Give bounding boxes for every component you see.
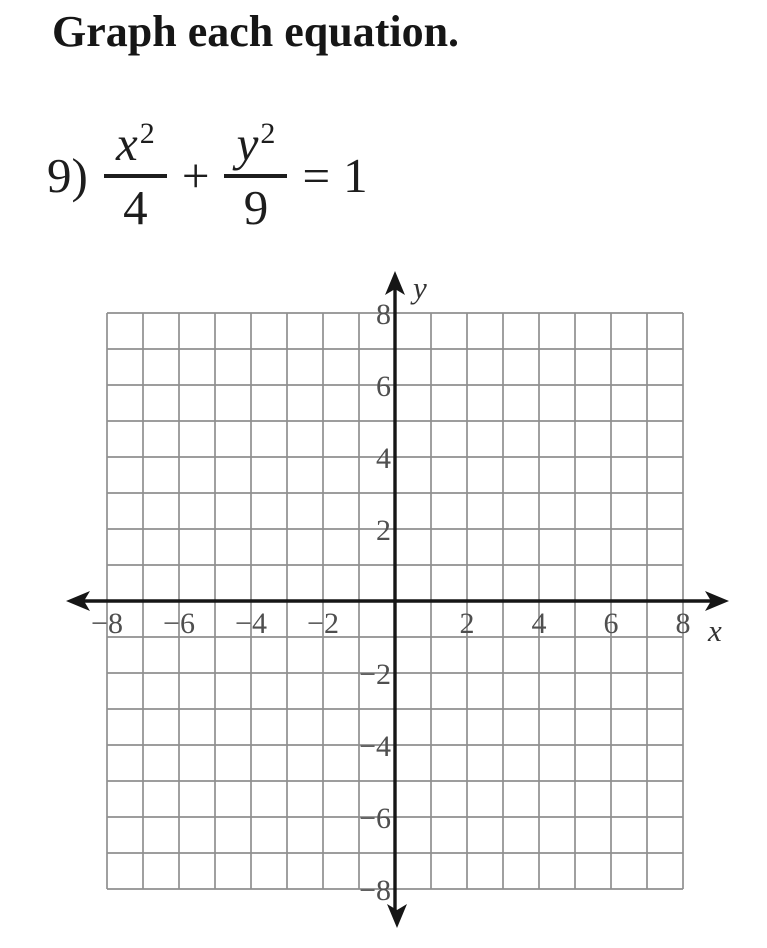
x-tick-label: 4	[531, 607, 547, 640]
x-tick-label: 8	[675, 607, 691, 640]
problem-number: 9)	[47, 148, 88, 204]
x-tick-label: 6	[603, 607, 619, 640]
y-tick-label: −8	[359, 874, 391, 907]
y-tick-label: −4	[359, 730, 391, 763]
y-tick-label: −2	[359, 658, 391, 691]
x-tick-label: −2	[307, 607, 339, 640]
x-tick-label: 2	[459, 607, 475, 640]
x-tick-label: −8	[91, 607, 123, 640]
y-axis-down-arrow-icon	[387, 904, 407, 928]
x-axis-letter-label: x	[708, 613, 722, 648]
exponent: 2	[139, 117, 155, 150]
y-axis-letter-label: y	[413, 270, 427, 305]
y-tick-label: 8	[376, 298, 391, 331]
plus-operator: +	[181, 148, 210, 204]
x-tick-label: −6	[163, 607, 195, 640]
y-tick-label: 4	[376, 442, 391, 475]
y-tick-label: −6	[359, 802, 391, 835]
fraction-denominator: 9	[243, 180, 269, 236]
fraction-denominator: 4	[123, 180, 148, 236]
x-tick-label: −4	[235, 607, 267, 640]
variable-y: y	[236, 116, 259, 171]
equation-rhs: 1	[343, 148, 368, 204]
variable-x: x	[115, 116, 138, 171]
equals-sign: =	[302, 148, 331, 204]
y-tick-label: 6	[376, 370, 391, 403]
exponent: 2	[260, 117, 276, 150]
page-title: Graph each equation.	[52, 7, 460, 56]
y-tick-label: 2	[376, 514, 391, 547]
